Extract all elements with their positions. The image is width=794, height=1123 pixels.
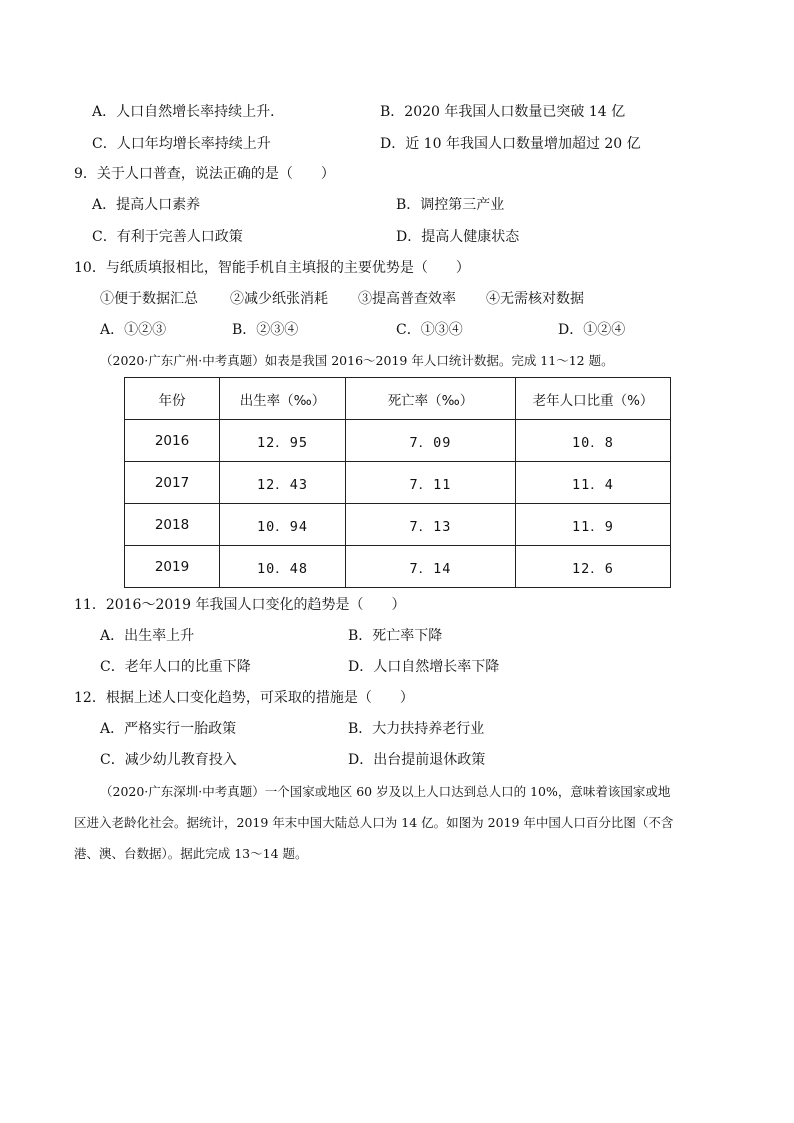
q11-option-a: A．出生率上升 [100, 628, 195, 644]
q11-option-c: C．老年人口的比重下降 [100, 659, 251, 675]
q9-option-b: B．调控第三产业 [396, 197, 505, 213]
q10-option-d: D．①②④ [558, 322, 626, 338]
cell-death-rate: 7．14 [346, 546, 516, 588]
cell-elderly-share: 11．4 [516, 462, 671, 504]
q12-option-c: C．减少幼儿教育投入 [100, 752, 237, 768]
cell-death-rate: 7．11 [346, 462, 516, 504]
cell-year: 2017 [125, 462, 220, 504]
q8-option-b: B．2020 年我国人口数量已突破 14 亿 [380, 104, 626, 120]
table-row [125, 462, 671, 504]
q10-item-4: ④无需核对数据 [486, 291, 584, 307]
intro-q13-14-line3: 港、澳、台数据）。据此完成 13～14 题。 [74, 846, 308, 861]
q10-item-3: ③提高普查效率 [358, 291, 456, 307]
q12-option-b: B．大力扶持养老行业 [348, 721, 485, 737]
cell-elderly-share: 10．8 [516, 420, 671, 462]
table-row [125, 504, 671, 546]
q10-option-b: B．②③④ [232, 322, 299, 338]
header-birth-rate: 出生率（‰） [220, 378, 346, 420]
table-row [125, 420, 671, 462]
cell-birth-rate: 12．95 [220, 420, 346, 462]
q12-option-a: A．严格实行一胎政策 [100, 721, 237, 737]
table-header-row [125, 378, 671, 420]
q9-option-c: C．有利于完善人口政策 [92, 229, 243, 245]
cell-elderly-share: 12．6 [516, 546, 671, 588]
intro-q11-12: （2020·广东广州·中考真题）如表是我国 2016～2019 年人口统计数据。完成 11～12 题。 [100, 353, 614, 368]
q9-option-d: D．提高人健康状态 [396, 229, 520, 245]
population-stats-table [124, 377, 671, 588]
q8-option-a: A．人口自然增长率持续上升． [92, 104, 285, 120]
cell-year: 2018 [125, 504, 220, 546]
q12-option-d: D．出台提前退休政策 [348, 752, 486, 768]
header-death-rate: 死亡率（‰） [346, 378, 516, 420]
q11-option-b: B．死亡率下降 [348, 628, 443, 644]
cell-death-rate: 7．09 [346, 420, 516, 462]
q8-option-d: D．近 10 年我国人口数量增加超过 20 亿 [380, 136, 641, 152]
q10-option-a: A．①②③ [100, 322, 167, 338]
q10-item-1: ①便于数据汇总 [100, 291, 198, 307]
q8-option-c: C．人口年均增长率持续上升 [92, 136, 271, 152]
header-elderly-share: 老年人口比重（%） [516, 378, 671, 420]
q9-stem: 9．关于人口普查，说法正确的是（ ） [74, 166, 335, 182]
header-year: 年份 [125, 378, 220, 420]
cell-birth-rate: 10．48 [220, 546, 346, 588]
cell-year: 2019 [125, 546, 220, 588]
table-row [125, 546, 671, 588]
q10-option-c: C．①③④ [396, 322, 463, 338]
q11-stem: 11．2016～2019 年我国人口变化的趋势是（ ） [74, 597, 406, 613]
cell-birth-rate: 10．94 [220, 504, 346, 546]
cell-elderly-share: 11．9 [516, 504, 671, 546]
q10-item-2: ②减少纸张消耗 [230, 291, 328, 307]
q10-stem: 10．与纸质填报相比，智能手机自主填报的主要优势是（ ） [74, 260, 470, 276]
intro-q13-14-line1: （2020·广东深圳·中考真题）一个国家或地区 60 岁及以上人口达到总人口的 10%，意味着该国家或地 [100, 784, 671, 799]
cell-death-rate: 7．13 [346, 504, 516, 546]
cell-birth-rate: 12．43 [220, 462, 346, 504]
q12-stem: 12．根据上述人口变化趋势，可采取的措施是（ ） [74, 690, 414, 706]
q9-option-a: A．提高人口素养 [92, 197, 201, 213]
cell-year: 2016 [125, 420, 220, 462]
q11-option-d: D．人口自然增长率下降 [348, 659, 500, 675]
intro-q13-14-line2: 区进入老龄化社会。据统计，2019 年末中国大陆总人口为 14 亿。如图为 2019 年中国人口百分比图（不含 [74, 815, 674, 830]
